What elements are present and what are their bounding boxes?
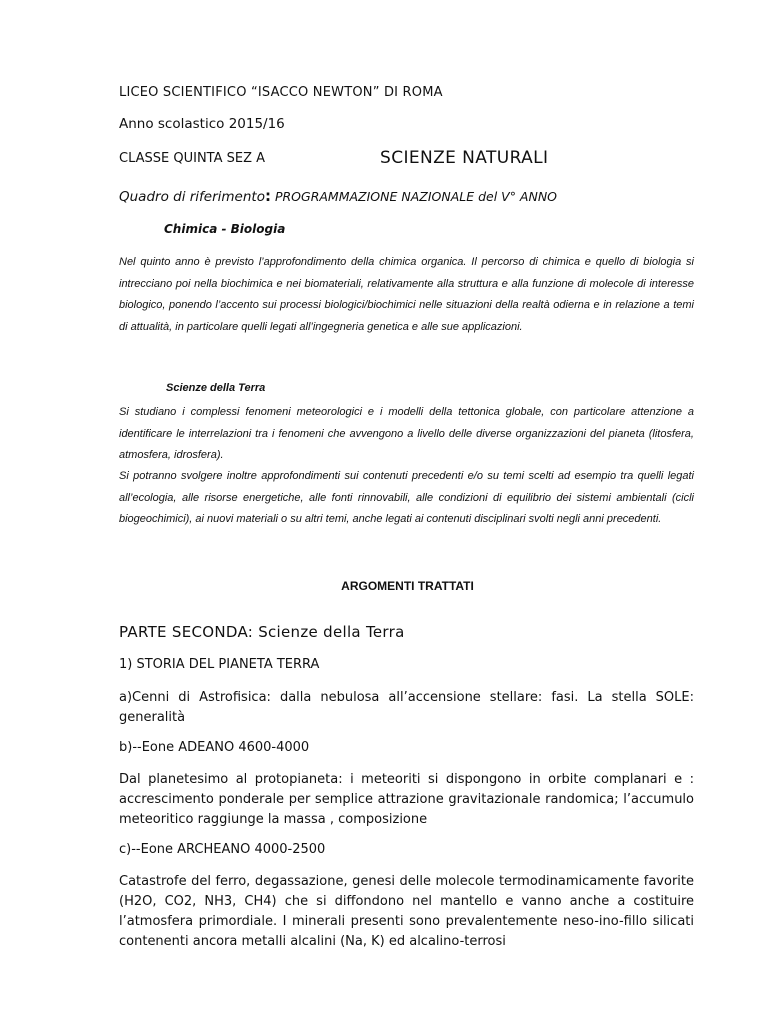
- quadro-label: Quadro di riferimento: [119, 189, 265, 205]
- class-label: CLASSE QUINTA SEZ A: [119, 151, 266, 166]
- section-c-text: Catastrofe del ferro, degassazione, genesi delle molecole termodinamicamente favorite (H2O, CO2, NH3, CH4) che si diffondono nel mantello e vanno anche a costituire l’atmosfera primordiale. I minerali presenti sono prevalentemente neso-ino-fillo silicati contenenti ancora metalli alcalini (Na, K) ed alcalino-terrosi: [119, 874, 694, 949]
- section-b: b)--Eone ADEANO 4600-4000: [119, 740, 310, 755]
- quadro-value: PROGRAMMAZIONE NAZIONALE del V° ANNO: [270, 189, 558, 204]
- terra-paragraph-2: Si potranno svolgere inoltre approfondimenti sui contenuti precedenti e/o su temi scelti ad esempio tra quelli legati all’ecologia, alle risorse energetiche, alle fonti rinnovabili, alle condizioni di equilibrio dei sistemi ambientali (cicli biogeochimici), ai nuovi materiali o su altri temi, anche legati ai contenuti disciplinari svolti negli anni precedenti.: [119, 470, 694, 526]
- parte-heading: PARTE SECONDA: Scienze della Terra: [119, 623, 405, 641]
- section-c: c)--Eone ARCHEANO 4000-2500: [119, 842, 326, 857]
- subject-title: SCIENZE NATURALI: [380, 148, 549, 168]
- school-year: Anno scolastico 2015/16: [119, 116, 285, 132]
- chimica-heading: Chimica - Biologia: [164, 222, 286, 236]
- school-title: LICEO SCIENTIFICO “ISACCO NEWTON” DI ROMA: [119, 85, 443, 100]
- chimica-paragraph: Nel quinto anno è previsto l’approfondimento della chimica organica. Il percorso di chimica e quello di biologia si intrecciano poi nella biochimica e nei biomateriali, relativamente alla struttura e alla funzione di molecole di interesse biologico, ponendo l’accento sui processi biologici/biochimici nelle situazioni della realtà odierna e in relazione a temi di attualità, in particolare quelli legati all’ingegneria genetica e alle sue applicazioni.: [119, 256, 694, 333]
- quadro-riferimento: [119, 187, 557, 205]
- quadro-colon: :: [264, 187, 271, 205]
- terra-heading: Scienze della Terra: [166, 382, 266, 394]
- section-a: a)Cenni di Astrofisica: dalla nebulosa all’accensione stellare: fasi. La stella SOLE: generalità: [119, 690, 694, 725]
- terra-paragraph-1: Si studiano i complessi fenomeni meteorologici e i modelli della tettonica globale, con particolare attenzione a identificare le interrelazioni tra i fenomeni che avvengono a livello delle diverse organizzazioni del pianeta (litosfera, atmosfera, idrosfera).: [119, 406, 694, 462]
- argomenti-heading: ARGOMENTI TRATTATI: [341, 579, 474, 593]
- section-b-text: Dal planetesimo al protopianeta: i meteoriti si dispongono in orbite complanari e : accrescimento ponderale per semplice attrazione gravitazionale randomica; l’accumulo meteoritico raggiunge la massa , composizione: [119, 772, 694, 827]
- section-storia: 1) STORIA DEL PIANETA TERRA: [119, 657, 320, 672]
